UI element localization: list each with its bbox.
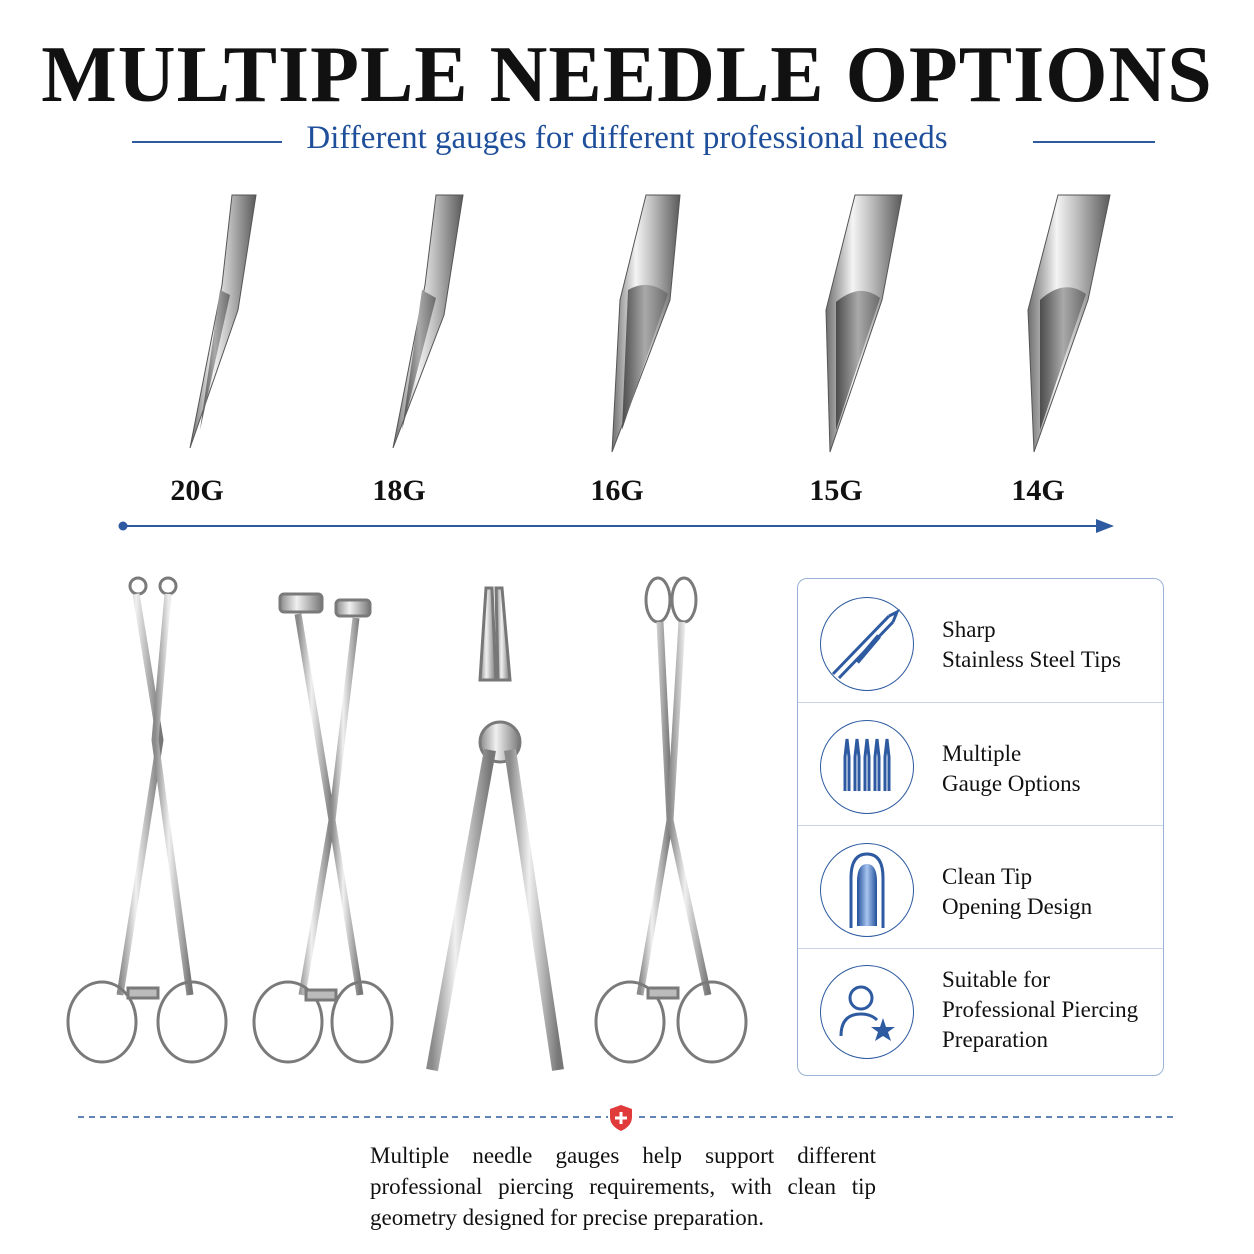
- feature-line: Gauge Options: [942, 771, 1081, 796]
- feature-item: [798, 702, 1163, 826]
- piercing-tools-illustration: [40, 570, 780, 1090]
- needle-gauges-illustration: [0, 190, 1254, 470]
- feature-item: [798, 825, 1163, 949]
- forceps-tube-tip: [254, 594, 392, 1062]
- needle-nose-pliers: [432, 588, 558, 1070]
- needle-16g: [612, 195, 680, 452]
- gauge-label-20g: 20G: [170, 474, 224, 507]
- feature-line: Clean Tip: [942, 864, 1033, 889]
- needle-14g: [1028, 195, 1110, 452]
- feature-item: [798, 948, 1163, 1072]
- feature-line: Stainless Steel Tips: [942, 647, 1121, 672]
- subtitle-row: [0, 118, 1254, 164]
- page-title: MULTIPLE NEEDLE OPTIONS: [41, 31, 1213, 119]
- forceps-slotted-loop: [596, 578, 746, 1062]
- feature-line: Professional Piercing: [942, 997, 1139, 1022]
- gauge-label-14g: 14G: [1011, 474, 1065, 507]
- gauge-arrow: [118, 515, 1118, 537]
- feature-text: [942, 965, 1157, 1055]
- person-star-icon: [820, 965, 914, 1059]
- footer-text: Multiple needle gauges help support different professional piercing requirements, with clean tip geometry designed for precise preparation.: [370, 1143, 876, 1230]
- tip-opening-icon: [820, 843, 914, 937]
- feature-item: [798, 579, 1163, 702]
- feature-line: Multiple: [942, 741, 1022, 766]
- shield-icon: [608, 1104, 634, 1132]
- needle-20g: [190, 195, 256, 448]
- needle-15g: [826, 195, 902, 452]
- feature-line: Preparation: [942, 1027, 1049, 1052]
- feature-line: Suitable for: [942, 967, 1050, 992]
- page-subtitle: Different gauges for different professional needs: [306, 120, 948, 156]
- multiple-needles-icon: [820, 720, 914, 814]
- gauge-label-18g: 18G: [372, 474, 426, 507]
- feature-text: [942, 615, 1157, 675]
- needle-tip-icon: [820, 597, 914, 691]
- features-panel: [797, 578, 1164, 1076]
- forceps-ring-tip: [68, 578, 226, 1062]
- feature-line: Sharp: [942, 617, 996, 642]
- feature-line: Opening Design: [942, 894, 1093, 919]
- gauge-label-15g: 15G: [809, 474, 863, 507]
- feature-text: [942, 739, 1157, 799]
- feature-text: [942, 862, 1157, 922]
- gauge-label-16g: 16G: [590, 474, 644, 507]
- subtitle-right-line: [1033, 141, 1155, 143]
- needle-18g: [393, 195, 463, 448]
